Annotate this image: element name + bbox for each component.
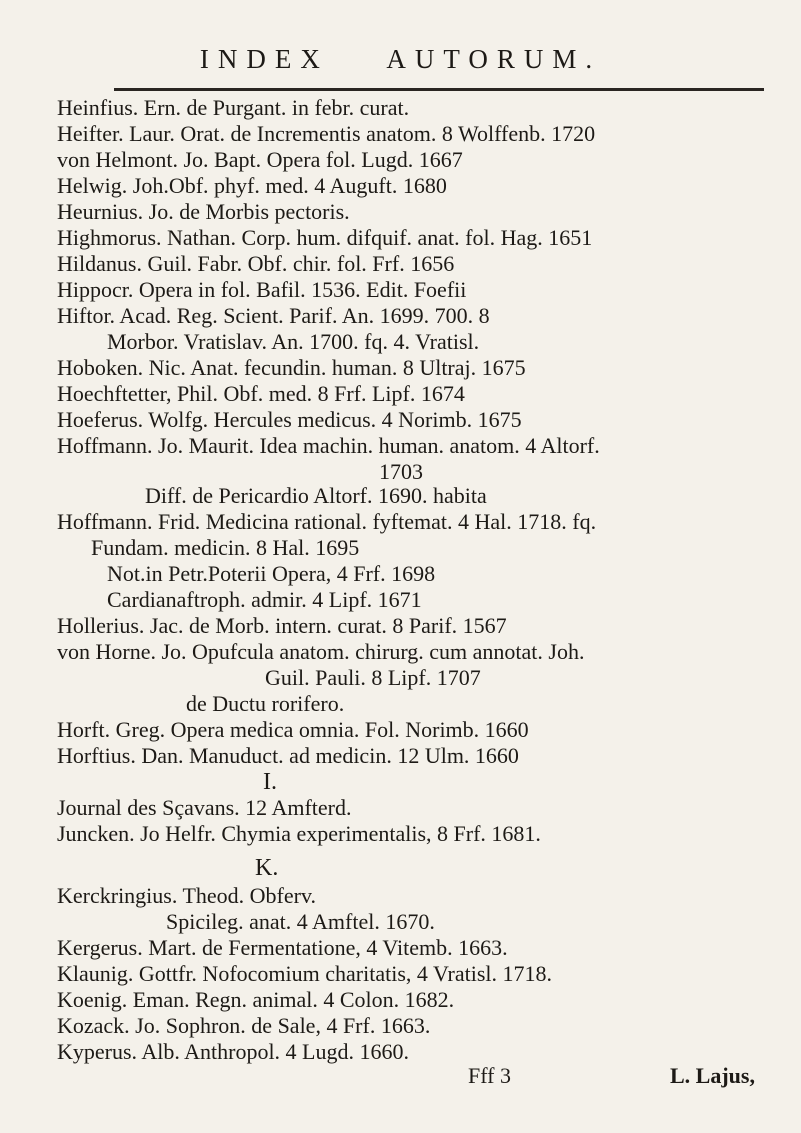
index-entry: Spicileg. anat. 4 Amftel. 1670.	[166, 909, 435, 934]
index-entry: Juncken. Jo Helfr. Chymia experimentalis, 8 Frf. 1681.	[57, 821, 541, 846]
header-autorum: AUTORUM.	[386, 44, 602, 74]
index-entry: Hoboken. Nic. Anat. fecundin. human. 8 Ultraj. 1675	[57, 355, 526, 380]
index-entry: Hiftor. Acad. Reg. Scient. Parif. An. 1699. 700. 8	[57, 303, 490, 328]
index-entry: Kerckringius. Theod. Obferv.	[57, 883, 317, 908]
index-entry: von Helmont. Jo. Bapt. Opera fol. Lugd. 1667	[57, 147, 463, 172]
running-header	[0, 44, 801, 75]
index-entry: Heurnius. Jo. de Morbis pectoris.	[57, 199, 350, 224]
index-entry: Kergerus. Mart. de Fermentatione, 4 Vitemb. 1663.	[57, 935, 508, 960]
index-entry: Hoffmann. Frid. Medicina rational. fyftemat. 4 Hal. 1718. fq.	[57, 509, 597, 534]
index-entry: Highmorus. Nathan. Corp. hum. difquif. anat. fol. Hag. 1651	[57, 225, 593, 250]
index-entry: Guil. Pauli. 8 Lipf. 1707	[265, 665, 481, 690]
index-entry: von Horne. Jo. Opufcula anatom. chirurg. cum annotat. Joh.	[57, 639, 585, 664]
index-entry: Diff. de Pericardio Altorf. 1690. habita	[145, 483, 487, 508]
index-entry: Klaunig. Gottfr. Nofocomium charitatis, 4 Vratisl. 1718.	[57, 961, 553, 986]
catchword: L. Lajus,	[670, 1063, 755, 1088]
index-entry: Horft. Greg. Opera medica omnia. Fol. Norimb. 1660	[57, 717, 529, 742]
index-entry: Hoeferus. Wolfg. Hercules medicus. 4 Norimb. 1675	[57, 407, 522, 432]
index-entry: Morbor. Vratislav. An. 1700. fq. 4. Vratisl.	[107, 329, 480, 354]
index-entry: Hippocr. Opera in fol. Bafil. 1536. Edit. Foefii	[57, 277, 467, 302]
index-entry: Horftius. Dan. Manuduct. ad medicin. 12 Ulm. 1660	[57, 743, 519, 768]
header-index: INDEX	[199, 44, 329, 74]
header-rule	[114, 88, 764, 91]
index-entry: Koenig. Eman. Regn. animal. 4 Colon. 1682.	[57, 987, 455, 1012]
index-entry: Journal des Sçavans. 12 Amfterd.	[57, 795, 352, 820]
index-entry: Kyperus. Alb. Anthropol. 4 Lugd. 1660.	[57, 1039, 409, 1064]
index-entry: Hoechftetter, Phil. Obf. med. 8 Frf. Lipf. 1674	[57, 381, 465, 406]
index-entry: Heinfius. Ern. de Purgant. in febr. curat.	[57, 95, 410, 120]
signature-mark: Fff 3	[468, 1063, 511, 1088]
index-entry: Helwig. Joh.Obf. phyf. med. 4 Auguft. 1680	[57, 173, 447, 198]
section-letter: I.	[263, 769, 277, 795]
index-entry: Hoffmann. Jo. Maurit. Idea machin. human. anatom. 4 Altorf.	[57, 433, 600, 458]
index-entry: Not.in Petr.Poterii Opera, 4 Frf. 1698	[107, 561, 436, 586]
index-entry: Heifter. Laur. Orat. de Incrementis anatom. 8 Wolffenb. 1720	[57, 121, 596, 146]
index-entry: 1703	[379, 459, 423, 484]
index-entry: Hildanus. Guil. Fabr. Obf. chir. fol. Frf. 1656	[57, 251, 455, 276]
index-entry: Kozack. Jo. Sophron. de Sale, 4 Frf. 1663.	[57, 1013, 431, 1038]
index-entry: de Ductu rorifero.	[186, 691, 345, 716]
index-entry: Hollerius. Jac. de Morb. intern. curat. 8 Parif. 1567	[57, 613, 507, 638]
section-letter: K.	[255, 855, 279, 881]
index-entry: Fundam. medicin. 8 Hal. 1695	[91, 535, 360, 560]
index-entry: Cardianaftroph. admir. 4 Lipf. 1671	[107, 587, 422, 612]
